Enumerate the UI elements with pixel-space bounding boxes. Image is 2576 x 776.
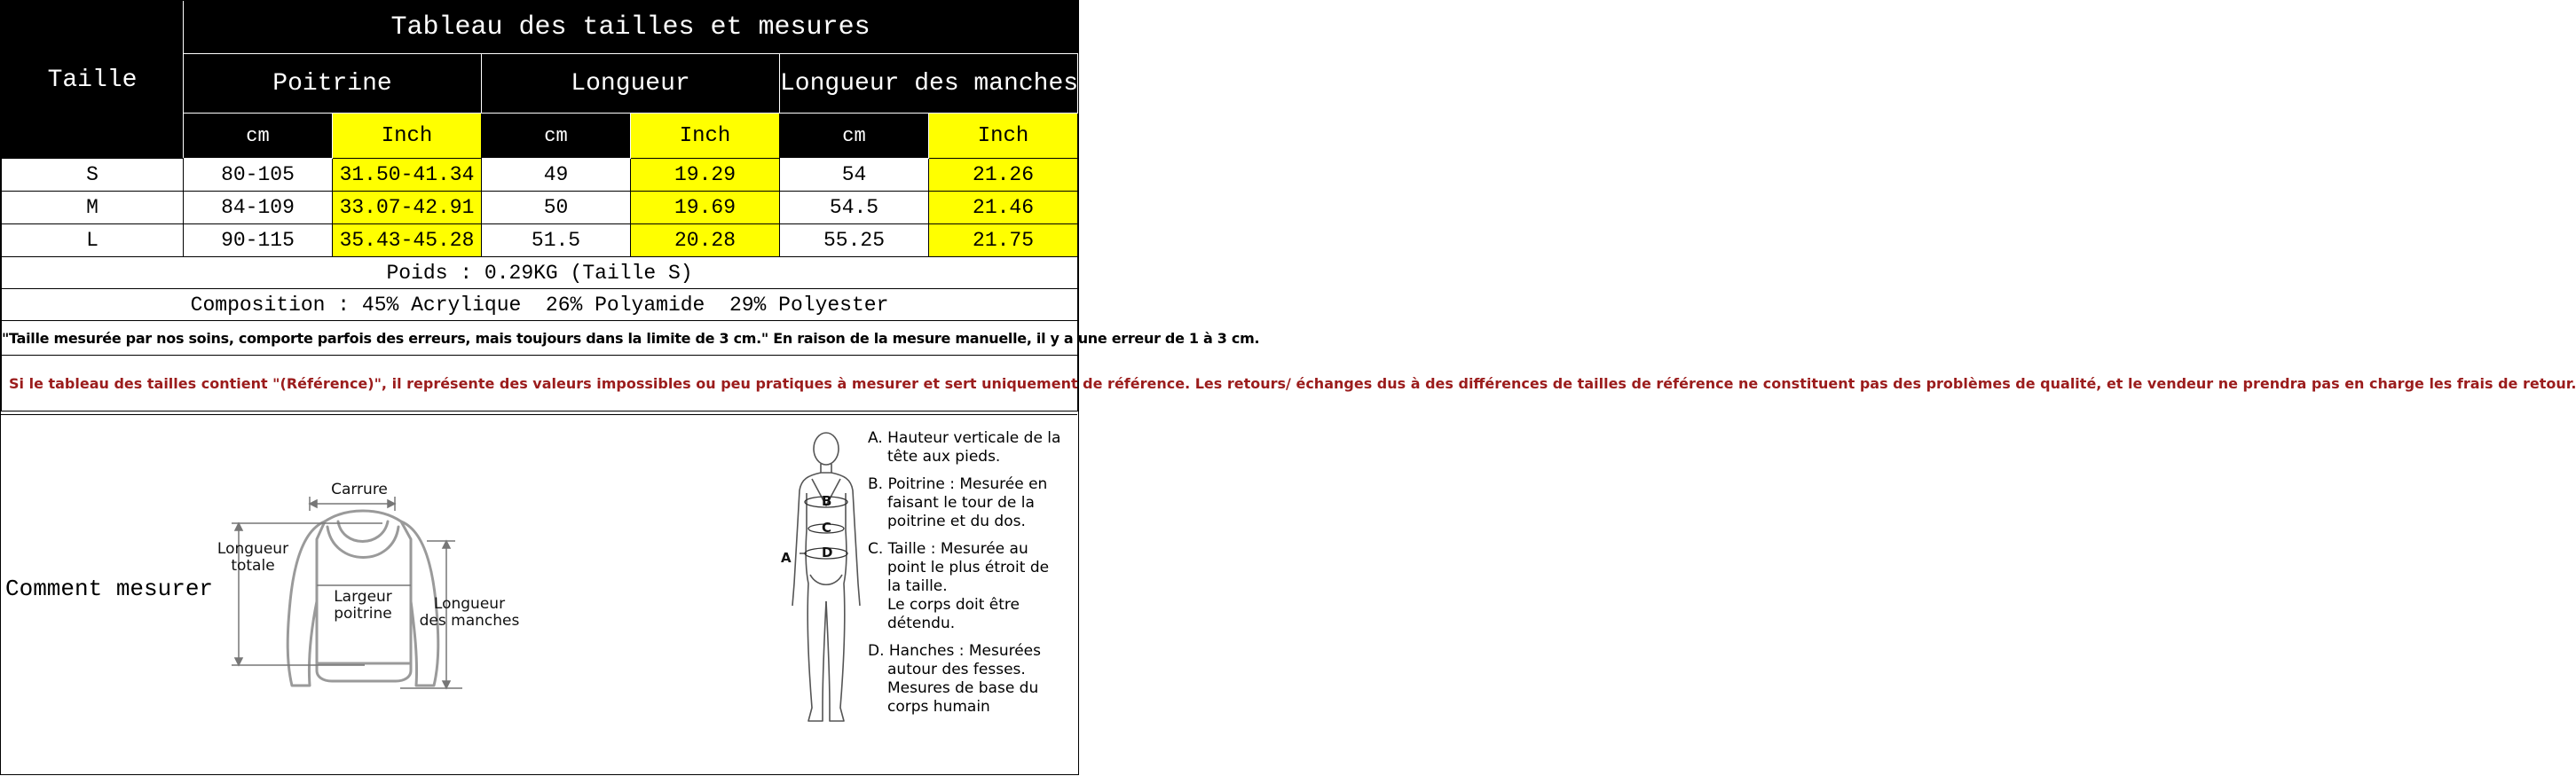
legend-item-title: C. Taille : Mesurée au xyxy=(868,540,1028,558)
total-length-label-line: totale xyxy=(231,557,275,575)
how-to-measure-section xyxy=(1,414,1077,776)
legend-item-title: D. Hanches : Mesurées xyxy=(868,642,1041,660)
table-cell: 80-105 xyxy=(184,159,333,192)
chest-width-label-line: poitrine xyxy=(334,605,392,623)
legend-item-line: tête aux pieds. xyxy=(887,448,1001,466)
table-cell: 51.5 xyxy=(482,224,631,257)
table-title: Tableau des tailles et mesures xyxy=(184,2,1078,54)
garment-diagram xyxy=(205,468,542,708)
table-cell: 35.43-45.28 xyxy=(333,224,482,257)
size-cell: M xyxy=(2,192,184,224)
sleeve-length-label-line: Longueur xyxy=(433,595,506,613)
table-cell: 84-109 xyxy=(184,192,333,224)
unit-header: cm xyxy=(184,114,333,159)
size-cell: S xyxy=(2,159,184,192)
legend-item-line: Mesures de base du xyxy=(887,679,1039,697)
sleeve-length-label xyxy=(416,596,523,630)
group-header-length: Longueur xyxy=(482,54,780,114)
body-letter-d: D xyxy=(822,545,833,560)
reference-note: Si le tableau des tailles contient "(Référence)", il représente des valeurs impossibles ou peu pratiques à mesurer et sert uniquement de référence. Les retours/ échanges dus à des différences de tailles de référence ne constituent pas des problèmes de qualité, et le vendeur ne prendra pas en charge les frais de retour. xyxy=(2,356,1078,412)
table-cell: 50 xyxy=(482,192,631,224)
total-length-label-line: Longueur xyxy=(217,540,289,558)
table-cell: 55.25 xyxy=(780,224,929,257)
table-row xyxy=(2,159,1078,192)
table-cell: 19.29 xyxy=(631,159,780,192)
table-row xyxy=(2,192,1078,224)
group-header-chest: Poitrine xyxy=(184,54,482,114)
table-cell: 90-115 xyxy=(184,224,333,257)
legend-item-line: point le plus étroit de xyxy=(887,559,1050,576)
unit-header: Inch xyxy=(631,114,780,159)
table-cell: 21.46 xyxy=(929,192,1078,224)
unit-header: Inch xyxy=(333,114,482,159)
legend-item xyxy=(868,429,1072,466)
size-table xyxy=(1,1,2576,412)
table-row xyxy=(2,224,1078,257)
table-cell: 33.07-42.91 xyxy=(333,192,482,224)
chest-width-label xyxy=(319,589,407,623)
body-letter-c: C xyxy=(822,520,832,536)
legend-item-line: Le corps doit être xyxy=(887,596,1020,614)
table-cell: 31.50-41.34 xyxy=(333,159,482,192)
size-cell: L xyxy=(2,224,184,257)
legend-item-line: la taille. xyxy=(887,577,948,595)
total-length-label xyxy=(207,541,299,575)
legend-item xyxy=(868,540,1072,633)
table-cell: 20.28 xyxy=(631,224,780,257)
legend-item-line: poitrine et du dos. xyxy=(887,513,1026,530)
unit-header: cm xyxy=(482,114,631,159)
legend-item-line: corps humain xyxy=(887,698,990,716)
how-to-measure-label: Comment mesurer xyxy=(5,576,214,602)
table-cell: 54.5 xyxy=(780,192,929,224)
legend-item-title: B. Poitrine : Mesurée en xyxy=(868,475,1048,493)
table-cell: 21.26 xyxy=(929,159,1078,192)
composition-text: Composition : 45% Acrylique 26% Polyamide 29% Polyester xyxy=(2,289,1078,321)
table-cell: 21.75 xyxy=(929,224,1078,257)
shoulder-label: Carrure xyxy=(331,481,388,498)
legend-item xyxy=(868,475,1072,531)
legend-item xyxy=(868,642,1072,717)
body-figure xyxy=(773,424,870,734)
legend-item-line: autour des fesses. xyxy=(887,661,1026,678)
legend-item-line: détendu. xyxy=(887,615,956,632)
chest-width-label-line: Largeur xyxy=(334,588,392,606)
body-letter-a: A xyxy=(781,550,792,566)
size-column-header: Taille xyxy=(2,2,184,159)
table-cell: 54 xyxy=(780,159,929,192)
table-cell: 19.69 xyxy=(631,192,780,224)
human-body-illustration xyxy=(773,424,870,734)
sleeve-length-label-line: des manches xyxy=(419,612,520,630)
legend-item-title: A. Hauteur verticale de la xyxy=(868,429,1061,447)
table-cell: 49 xyxy=(482,159,631,192)
weight-text: Poids : 0.29KG (Taille S) xyxy=(2,257,1078,289)
measurement-note: "Taille mesurée par nos soins, comporte parfois des erreurs, mais toujours dans la limite de 3 cm." En raison de la mesure manuelle, il y a une erreur de 1 à 3 cm. xyxy=(2,321,1078,356)
measurement-legend xyxy=(868,429,1072,725)
unit-header: cm xyxy=(780,114,929,159)
group-header-sleeve: Longueur des manches xyxy=(780,54,1078,114)
unit-header: Inch xyxy=(929,114,1078,159)
legend-item-line: faisant le tour de la xyxy=(887,494,1035,512)
body-letter-b: B xyxy=(822,493,832,509)
